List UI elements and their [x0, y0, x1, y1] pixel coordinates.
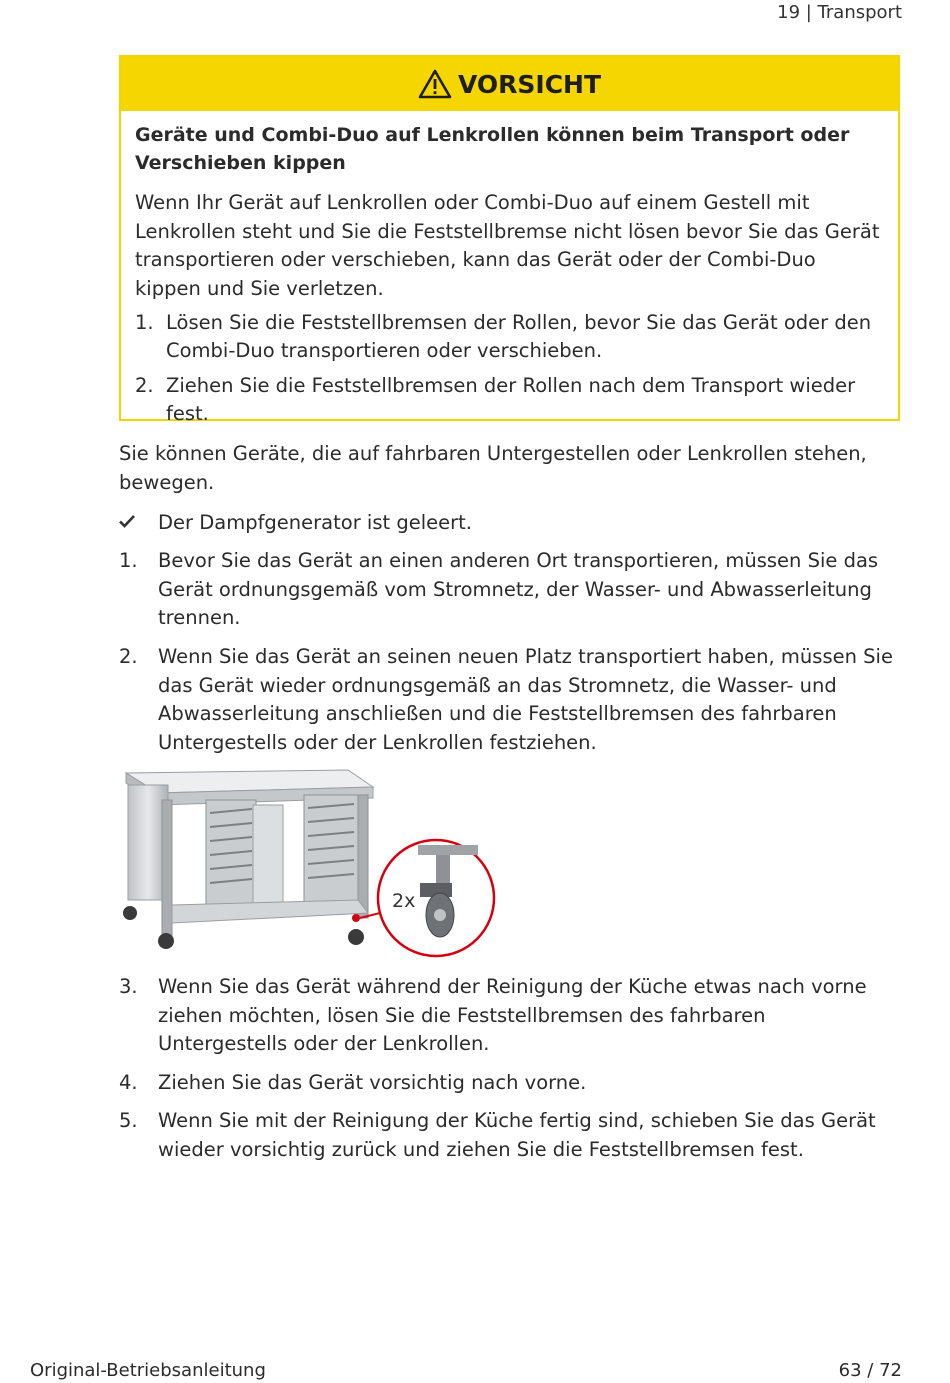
step-text: Lösen Sie die Feststellbremsen der Rollen, bevor Sie das Gerät oder den Combi-Duo transportieren oder verschieben. [166, 311, 872, 363]
caution-heading: Geräte und Combi-Duo auf Lenkrollen können beim Transport oder Verschieben kippen [135, 124, 850, 174]
caution-step [135, 309, 884, 365]
instruction-step [119, 547, 899, 633]
instruction-step [119, 973, 899, 1059]
footer-document-title: Original-Betriebsanleitung [30, 1360, 266, 1381]
step-text: Ziehen Sie die Feststellbremsen der Rollen nach dem Transport wieder fest. [166, 374, 856, 426]
intro-text: Sie können Geräte, die auf fahrbaren Untergestellen oder Lenkrollen stehen, bewegen. [119, 442, 867, 494]
instructions [119, 440, 899, 767]
step-text: Ziehen Sie das Gerät vorsichtig nach vorne. [158, 1070, 587, 1094]
step-number: 1. [119, 549, 138, 573]
caution-signal-word: VORSICHT [457, 69, 602, 99]
step-text: Bevor Sie das Gerät an einen anderen Ort transportieren, müssen Sie das Gerät ordnungsgemäß vom Stromnetz, der Wasser- und Abwasserleitung trennen. [158, 549, 879, 630]
caution-bar [121, 57, 898, 111]
section-header: 19 | Transport [777, 2, 902, 23]
step-number: 3. [119, 975, 138, 998]
instruction-step [119, 1107, 899, 1164]
step-text: Wenn Sie das Gerät an seinen neuen Platz transportiert haben, müssen Sie das Gerät wieder ordnungsgemäß an das Stromnetz, die Wasser- und Abwasserleitung anschließen und die Feststellbremsen des fahrbaren Untergestells oder der Lenkrollen festziehen. [158, 644, 893, 754]
caution-text: Wenn Ihr Gerät auf Lenkrollen oder Combi-Duo auf einem Gestell mit Lenkrollen steht und Sie die Feststellbremse nicht lösen bevor Sie das Gerät transportieren oder verschieben, kann das Gerät oder der Combi-Duo kippen und Sie verletzen. [135, 191, 880, 300]
caution-box [119, 55, 900, 426]
instructions-continued [119, 973, 899, 1175]
step-number: 2. [119, 644, 138, 668]
step-number: 1. [135, 311, 154, 335]
instruction-step [119, 1069, 899, 1098]
caution-body [121, 111, 898, 428]
precondition-text: Der Dampfgenerator ist geleert. [158, 511, 472, 535]
checkmark-icon [119, 509, 158, 537]
step-text: Wenn Sie mit der Reinigung der Küche fertig sind, schieben Sie das Gerät wieder vorsichtig zurück und ziehen Sie die Feststellbremsen fest. [158, 1109, 876, 1161]
caution-steps [135, 309, 884, 428]
instruction-step [119, 643, 899, 757]
precondition [119, 509, 899, 537]
warning-triangle-icon [418, 69, 452, 99]
stand-figure [118, 765, 503, 965]
step-number: 5. [119, 1109, 138, 1133]
footer-page-number: 63 / 72 [838, 1360, 902, 1381]
step-number: 4. [119, 1070, 138, 1094]
step-text: Wenn Sie das Gerät während der Reinigung der Küche etwas nach vorne ziehen möchten, lösen Sie die Feststellbremsen des fahrbaren Untergestells oder der Lenkrollen. [158, 975, 867, 1056]
callout-label: 2x [392, 890, 416, 912]
caution-step [135, 372, 884, 428]
step-number: 2. [135, 374, 154, 398]
